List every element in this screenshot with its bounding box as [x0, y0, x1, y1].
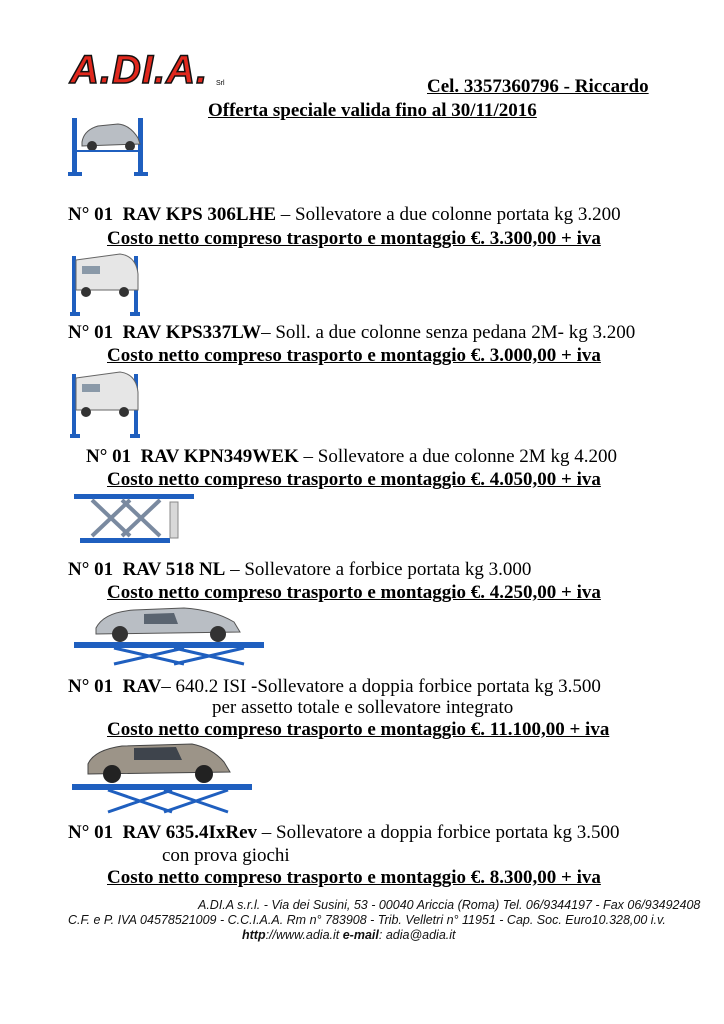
footer-registration: C.F. e P. IVA 04578521009 - C.C.I.A.A. Rm n° 783908 - Trib. Velletri n° 11951 - Cap. Soc. Euro10.328,00 i.v. — [68, 913, 666, 927]
product-3-qty: N° 01 — [86, 446, 132, 467]
footer-email-label: e-mail — [342, 928, 379, 942]
product-5-line — [68, 676, 601, 698]
footer-address: A.DI.A s.r.l. - Via dei Susini, 53 - 00040 Ariccia (Roma) Tel. 06/9344197 - Fax 06/93492408 — [198, 898, 701, 912]
product-6-qty: N° 01 — [68, 822, 114, 843]
product-4-line — [68, 559, 531, 581]
product-3-cost: Costo netto compreso trasporto e montaggio €. 4.050,00 + iva — [107, 469, 601, 490]
product-5-desc2: per assetto totale e sollevatore integrato — [212, 697, 514, 718]
double-scissor-lift-car-icon — [74, 604, 266, 668]
product-3-desc: – Sollevatore a due colonne 2M kg 4.200 — [298, 446, 617, 467]
offer-validity: Offerta speciale valida fino al 30/11/2016 — [208, 100, 537, 121]
product-6-model: RAV 635.4IxRev — [122, 822, 257, 843]
double-scissor-lift-suv-icon — [72, 740, 252, 818]
company-logo — [70, 48, 240, 92]
product-3-line — [86, 446, 617, 468]
product-4-model: RAV 518 NL — [122, 559, 226, 580]
footer-url[interactable]: ://www.adia.it — [265, 928, 340, 942]
product-2-cost: Costo netto compreso trasporto e montaggio €. 3.000,00 + iva — [107, 345, 601, 366]
product-6-desc2: con prova giochi — [162, 845, 290, 866]
product-2-qty: N° 01 — [68, 322, 114, 343]
product-4-qty: N° 01 — [68, 559, 114, 580]
product-1-qty: N° 01 — [68, 204, 114, 225]
footer-http-label: http — [242, 928, 266, 942]
logo-srl: Srl — [216, 80, 225, 87]
product-2-desc: – Soll. a due colonne senza pedana 2M- kg 3.200 — [261, 322, 636, 343]
product-5-desc: – 640.2 ISI -Sollevatore a doppia forbice portata kg 3.500 — [161, 676, 601, 697]
scissor-lift-icon — [70, 490, 198, 548]
product-1-line — [68, 204, 621, 226]
product-6-cost: Costo netto compreso trasporto e montaggio €. 8.300,00 + iva — [107, 867, 601, 888]
product-4-desc: – Sollevatore a forbice portata kg 3.000 — [225, 559, 532, 580]
logo-text: A.DI.A. — [70, 48, 209, 92]
product-5-model: RAV — [122, 676, 162, 697]
footer-contacts — [242, 928, 456, 942]
product-2-line — [68, 322, 635, 344]
two-post-lift-camper-icon — [70, 364, 142, 440]
product-1-model: RAV KPS 306LHE — [122, 204, 277, 225]
product-1-desc: – Sollevatore a due colonne portata kg 3.200 — [276, 204, 621, 225]
product-1-cost: Costo netto compreso trasporto e montaggio €. 3.300,00 + iva — [107, 228, 601, 249]
product-2-model: RAV KPS337LW — [122, 322, 262, 343]
product-3-model: RAV KPN349WEK — [140, 446, 299, 467]
footer-email[interactable]: : adia@adia.it — [378, 928, 456, 942]
product-6-line — [68, 822, 619, 844]
product-5-qty: N° 01 — [68, 676, 114, 697]
two-post-lift-car-icon — [68, 116, 148, 178]
phone-contact: Cel. 3357360796 - Riccardo — [427, 76, 649, 97]
product-6-desc: – Sollevatore a doppia forbice portata kg 3.500 — [257, 822, 620, 843]
product-5-cost: Costo netto compreso trasporto e montaggio €. 11.100,00 + iva — [107, 719, 610, 740]
two-post-lift-camper-icon — [70, 246, 142, 318]
product-4-cost: Costo netto compreso trasporto e montaggio €. 4.250,00 + iva — [107, 582, 601, 603]
